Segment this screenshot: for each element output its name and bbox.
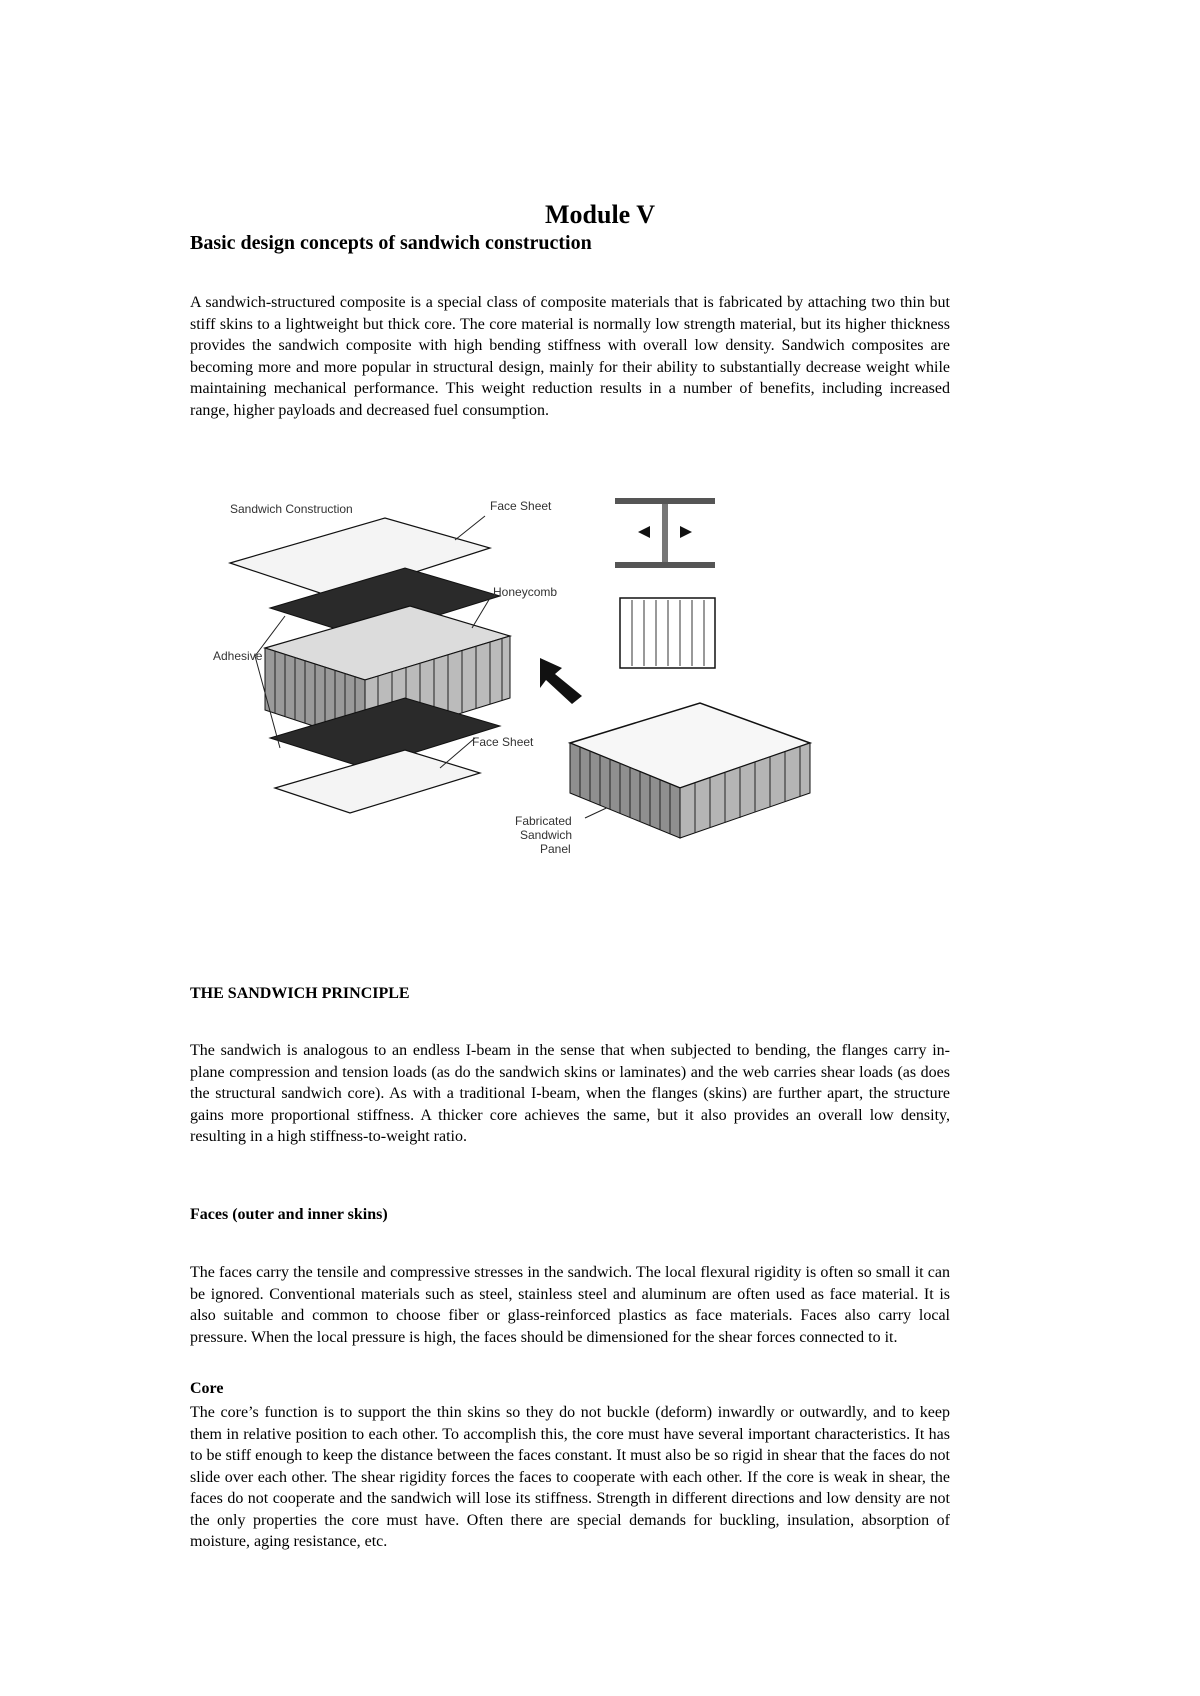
sandwich-diagram	[210, 488, 890, 898]
label-face-sheet-bottom: Face Sheet	[472, 735, 534, 749]
panel-cross-section-icon	[620, 598, 715, 668]
label-fabricated-line3: Panel	[540, 842, 571, 856]
sandwich-construction-figure	[210, 488, 890, 898]
label-fabricated-line1: Fabricated	[515, 814, 572, 828]
faces-paragraph: The faces carry the tensile and compressive stresses in the sandwich. The local flexural rigidity is often so small it can be ignored. Conventional materials such as steel, stainless steel and aluminum are often used as face material. It is also suitable and common to choose fiber or glass-reinforced plastics as face materials. Faces also carry local pressure. When the local pressure is high, the faces should be dimensioned for the shear forces connected to it.	[190, 1264, 950, 1346]
principle-paragraph: The sandwich is analogous to an endless I-beam in the sense that when subjected to bending, the flanges carry in-plane compression and tension loads (as do the sandwich skins or laminates) and the web carries shear loads (as does the structural sandwich core). As with a traditional I-beam, when the flanges (skins) are further apart, the structure gains more proportional stiffness. A thicker core achieves the same, but it also provides an overall low density, resulting in a high stiffness-to-weight ratio.	[190, 1042, 950, 1145]
label-face-sheet-top: Face Sheet	[490, 499, 552, 513]
i-beam-icon	[615, 498, 715, 568]
page-title: Module V	[544, 200, 656, 229]
label-fabricated-line2: Sandwich	[520, 828, 573, 842]
core-paragraph: The core’s function is to support the thin skins so they do not buckle (deform) inwardly or outwardly, and to keep them in relative position to each other. To accomplish this, the core must have several important characteristics. It has to be stiff enough to keep the distance between the faces constant. It must also be so rigid in shear that the faces do not slide over each other. The shear rigidity forces the faces to cooperate with each other. If the core is weak in shear, the faces do not cooperate and the sandwich will lose its stiffness. Strength in different directions and low density are not the only properties the core must have. Often there are special demands for buckling, insulation, absorption of moisture, aging resistance, etc.	[190, 1404, 950, 1550]
page-subtitle: Basic design concepts of sandwich construction	[190, 232, 592, 254]
arrow-icon	[540, 658, 582, 704]
fabricated-panel	[570, 703, 810, 838]
heading-sandwich-principle: THE SANDWICH PRINCIPLE	[190, 985, 410, 1002]
label-honeycomb: Honeycomb	[493, 585, 558, 599]
label-sandwich-construction: Sandwich Construction	[230, 502, 353, 516]
label-adhesive: Adhesive	[213, 649, 263, 663]
heading-core: Core	[190, 1380, 224, 1397]
intro-paragraph: A sandwich-structured composite is a special class of composite materials that is fabricated by attaching two thin but stiff skins to a lightweight but thick core. The core material is normally low strength material, but its higher thickness provides the sandwich composite with high bending stiffness with overall low density. Sandwich composites are becoming more and more popular in structural design, mainly for their ability to substantially decrease weight while maintaining mechanical performance. This weight reduction results in a number of benefits, including increased range, higher payloads and decreased fuel consumption.	[190, 294, 950, 419]
heading-faces: Faces (outer and inner skins)	[190, 1206, 388, 1223]
